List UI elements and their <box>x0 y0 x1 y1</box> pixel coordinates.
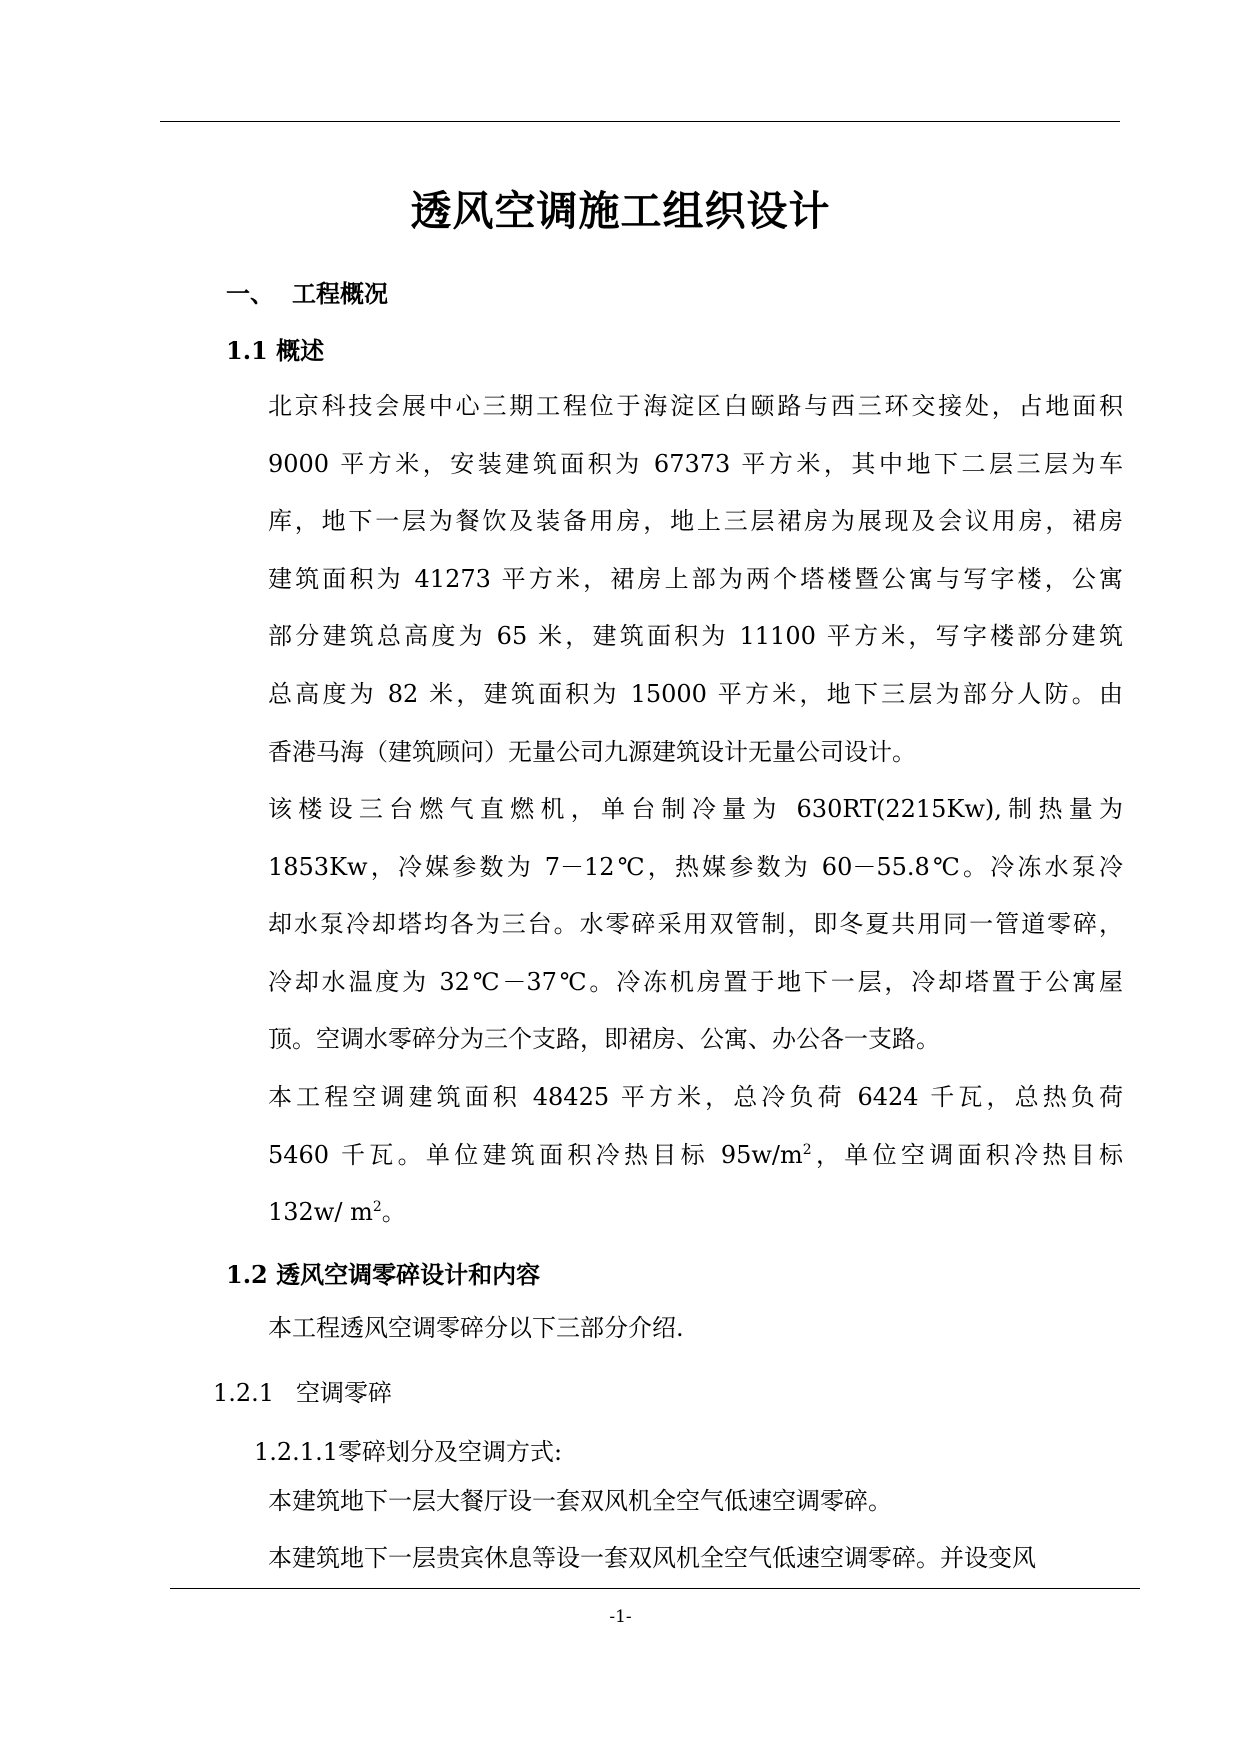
text-line: 建筑面积为 41273 平方米，裙房上部为两个塔楼暨公寓与写字楼，公寓 <box>268 564 1123 593</box>
section-title: 工程概况 <box>292 279 388 308</box>
page-number: -1- <box>609 1607 632 1627</box>
paragraph-restaurant: 本建筑地下一层大餐厅设一套双风机全空气低速空调零碎。 <box>268 1487 892 1515</box>
section-number: 1.2.1 <box>213 1379 275 1407</box>
text-line: 北京科技会展中心三期工程位于海淀区白颐路与西三环交接处，占地面积 <box>268 392 1123 420</box>
paragraph-intro: 本工程透风空调零碎分以下三部分介绍. <box>268 1314 684 1342</box>
text-line: 香港马海（建筑顾问）无量公司九源建筑设计无量公司设计。 <box>268 737 916 766</box>
text-segment: 5460 千瓦。单位建筑面积冷热目标 95w/m <box>268 1140 803 1169</box>
paragraph-overview <box>268 378 1123 781</box>
section-title: 空调零碎 <box>296 1379 392 1407</box>
subsection-heading-1-2: 1.2 透风空调零碎设计和内容 <box>226 1260 541 1289</box>
text-line: 库，地下一层为餐饮及装备用房，地上三层裙房为展现及会议用房，裙房 <box>268 507 1123 536</box>
text-line: 却水泵冷却塔均各为三台。水零碎采用双管制，即冬夏共用同一管道零碎， <box>268 910 1123 939</box>
paragraph-vip-lounge: 本建筑地下一层贵宾休息等设一套双风机全空气低速空调零碎。并设变风 <box>268 1544 1036 1572</box>
text-line: 本工程空调建筑面积 48425 平方米，总冷负荷 6424 千瓦，总热负荷 <box>268 1083 1123 1111</box>
footer-rule <box>170 1588 1140 1589</box>
text-line: 9000 平方米，安装建筑面积为 67373 平方米，其中地下二层三层为车 <box>268 449 1123 478</box>
text-line <box>268 1127 1123 1185</box>
paragraph-equipment <box>268 781 1123 1069</box>
text-line <box>268 1184 1123 1242</box>
text-segment: ，单位空调面积冷热目标 <box>811 1140 1124 1169</box>
text-line: 该楼设三台燃气直燃机，单台制冷量为 630RT(2215Kw),制热量为 <box>268 795 1123 823</box>
header-rule <box>160 121 1120 122</box>
text-line: 冷却水温度为 32℃－37℃。冷冻机房置于地下一层，冷却塔置于公寓屋 <box>268 967 1123 996</box>
section-number: 一、 <box>226 279 274 308</box>
text-line: 顶。空调水零碎分为三个支路，即裙房、公寓、办公各一支路。 <box>268 1025 940 1054</box>
subsection-heading-1-2-1 <box>213 1373 392 1408</box>
text-line: 部分建筑总高度为 65 米，建筑面积为 11100 平方米，写字楼部分建筑 <box>268 622 1123 651</box>
text-line: 1853Kw，冷媒参数为 7－12℃，热媒参数为 60－55.8℃。冷冻水泵冷 <box>268 852 1123 881</box>
document-title: 透风空调施工组织设计 <box>410 187 831 235</box>
text-segment: 132w/ m <box>268 1198 373 1227</box>
superscript: 2 <box>372 1199 382 1216</box>
text-line: 总高度为 82 米，建筑面积为 15000 平方米，地下三层为部分人防。由 <box>268 679 1123 708</box>
subsection-heading-1-1: 1.1 概述 <box>226 336 325 365</box>
superscript: 2 <box>802 1141 812 1158</box>
text-segment: 。 <box>381 1198 406 1227</box>
paragraph-load <box>268 1069 1123 1242</box>
section-heading-1 <box>226 274 388 309</box>
subsection-heading-1-2-1-1: 1.2.1.1零碎划分及空调方式: <box>254 1438 563 1466</box>
